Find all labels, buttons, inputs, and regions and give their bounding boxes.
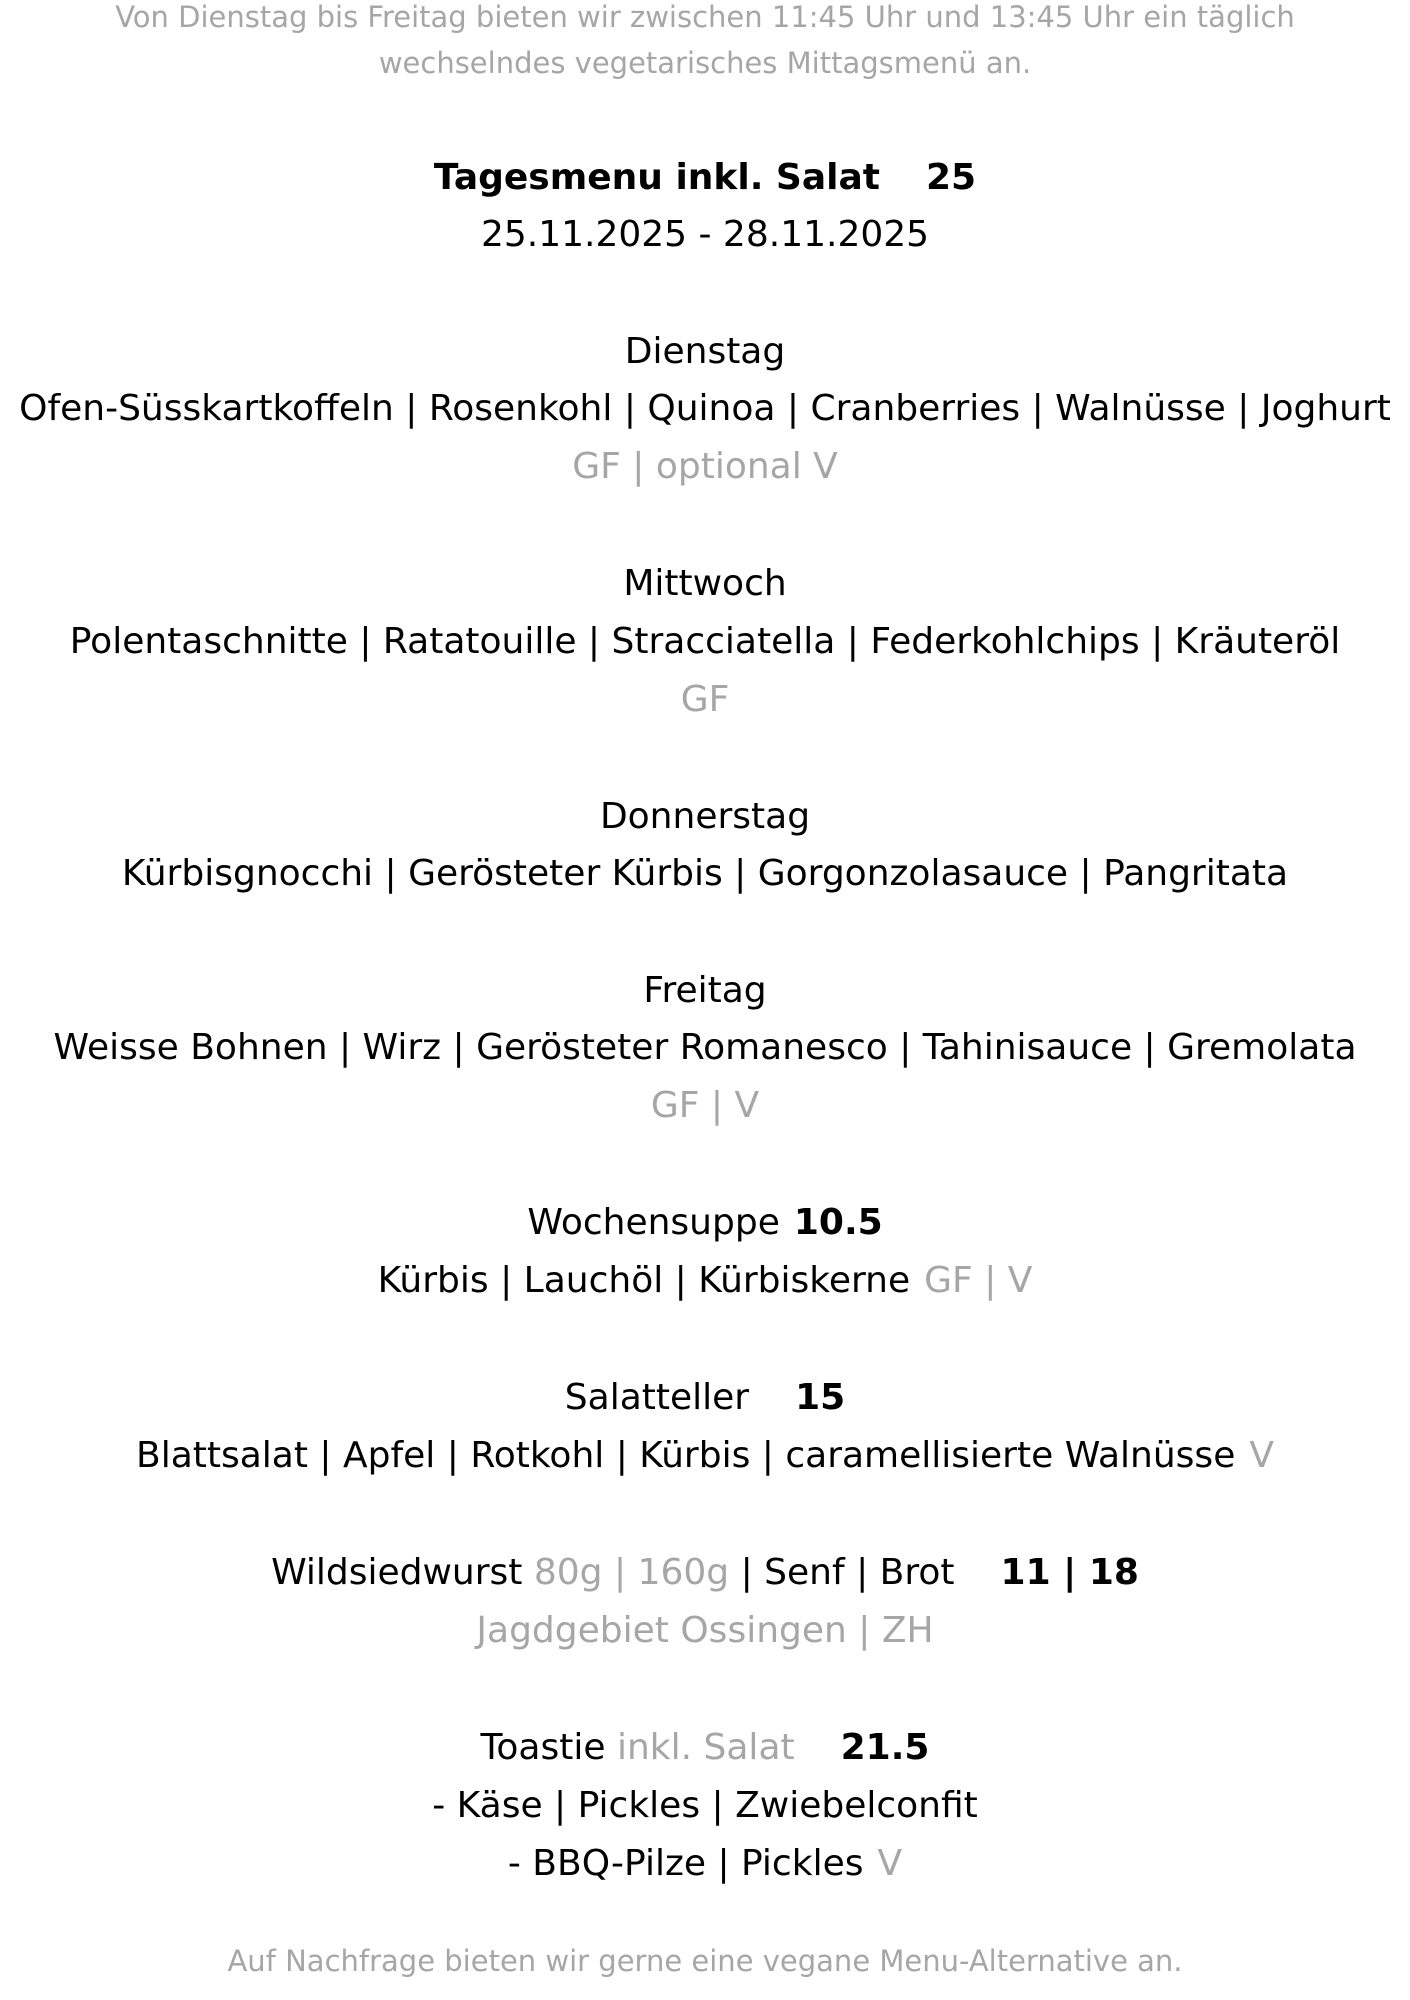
tagesmenu-title: Tagesmenu inkl. Salat <box>433 157 880 198</box>
soup-dish: Kürbis | Lauchöl | Kürbiskerne <box>377 1260 911 1301</box>
soup-title: Wochensuppe <box>527 1202 780 1243</box>
salad-dish: Blattsalat | Apfel | Rotkohl | Kürbis | caramellisierte Walnüsse <box>136 1435 1236 1476</box>
soup-tags: GF | V <box>924 1260 1033 1301</box>
salad-title: Salatteller <box>564 1377 750 1418</box>
sausage-sides: | Senf | Brot <box>740 1552 955 1593</box>
tagesmenu-dates: 25.11.2025 - 28.11.2025 <box>480 214 930 255</box>
day-tags-mittwoch: GF <box>680 679 730 720</box>
day-name-mittwoch: Mittwoch <box>623 563 787 604</box>
day-tags-dienstag: GF | optional V <box>572 446 838 487</box>
day-dish-freitag: Weisse Bohnen | Wirz | Gerösteter Romanesco | Tahinisauce | Gremolata <box>53 1027 1357 1068</box>
toastie-heading <box>0 1726 1410 1770</box>
salad-tags: V <box>1249 1435 1274 1476</box>
toastie-option-2: - BBQ-Pilze | Pickles <box>507 1843 864 1884</box>
soup-dish-line <box>0 1259 1410 1303</box>
soup-heading <box>0 1201 1410 1245</box>
toastie-title: Toastie <box>480 1727 606 1768</box>
toastie-price: 21.5 <box>840 1727 930 1768</box>
sausage-title: Wildsiedwurst <box>271 1552 523 1593</box>
sausage-origin: Jagdgebiet Ossingen | ZH <box>476 1610 934 1651</box>
footer-note: Auf Nachfrage bieten wir gerne eine vegane Menu-Alternative an. <box>227 1944 1183 1978</box>
sausage-heading <box>0 1551 1410 1595</box>
salad-dish-line <box>0 1434 1410 1478</box>
toastie-note: inkl. Salat <box>616 1727 795 1768</box>
intro-text: Von Dienstag bis Freitag bieten wir zwischen 11:45 Uhr und 13:45 Uhr ein täglich wechselndes vegetarisches Mittagsmenü an. <box>115 0 1295 80</box>
day-name-dienstag: Dienstag <box>624 331 786 372</box>
toastie-option-1: - Käse | Pickles | Zwiebelconfit <box>432 1785 978 1826</box>
day-dish-dienstag: Ofen-Süsskartkoffeln | Rosenkohl | Quinoa | Cranberries | Walnüsse | Joghurt <box>19 388 1391 429</box>
day-dish-donnerstag: Kürbisgnocchi | Gerösteter Kürbis | Gorgonzolasauce | Pangritata <box>121 853 1289 894</box>
toastie-option-2-tags: V <box>877 1843 903 1884</box>
day-tags-freitag: GF | V <box>650 1085 760 1126</box>
day-dish-mittwoch: Polentaschnitte | Ratatouille | Stracciatella | Federkohlchips | Kräuteröl <box>69 621 1341 662</box>
day-name-freitag: Freitag <box>643 970 767 1011</box>
salad-heading <box>0 1376 1410 1420</box>
tagesmenu-heading <box>0 156 1410 200</box>
soup-price: 10.5 <box>793 1202 883 1243</box>
sausage-price: 11 | 18 <box>1000 1552 1139 1593</box>
toastie-option-2-line <box>0 1842 1410 1886</box>
tagesmenu-price: 25 <box>925 157 977 198</box>
day-name-donnerstag: Donnerstag <box>599 796 811 837</box>
sausage-sizes: 80g | 160g <box>533 1552 730 1593</box>
salad-price: 15 <box>795 1377 846 1418</box>
